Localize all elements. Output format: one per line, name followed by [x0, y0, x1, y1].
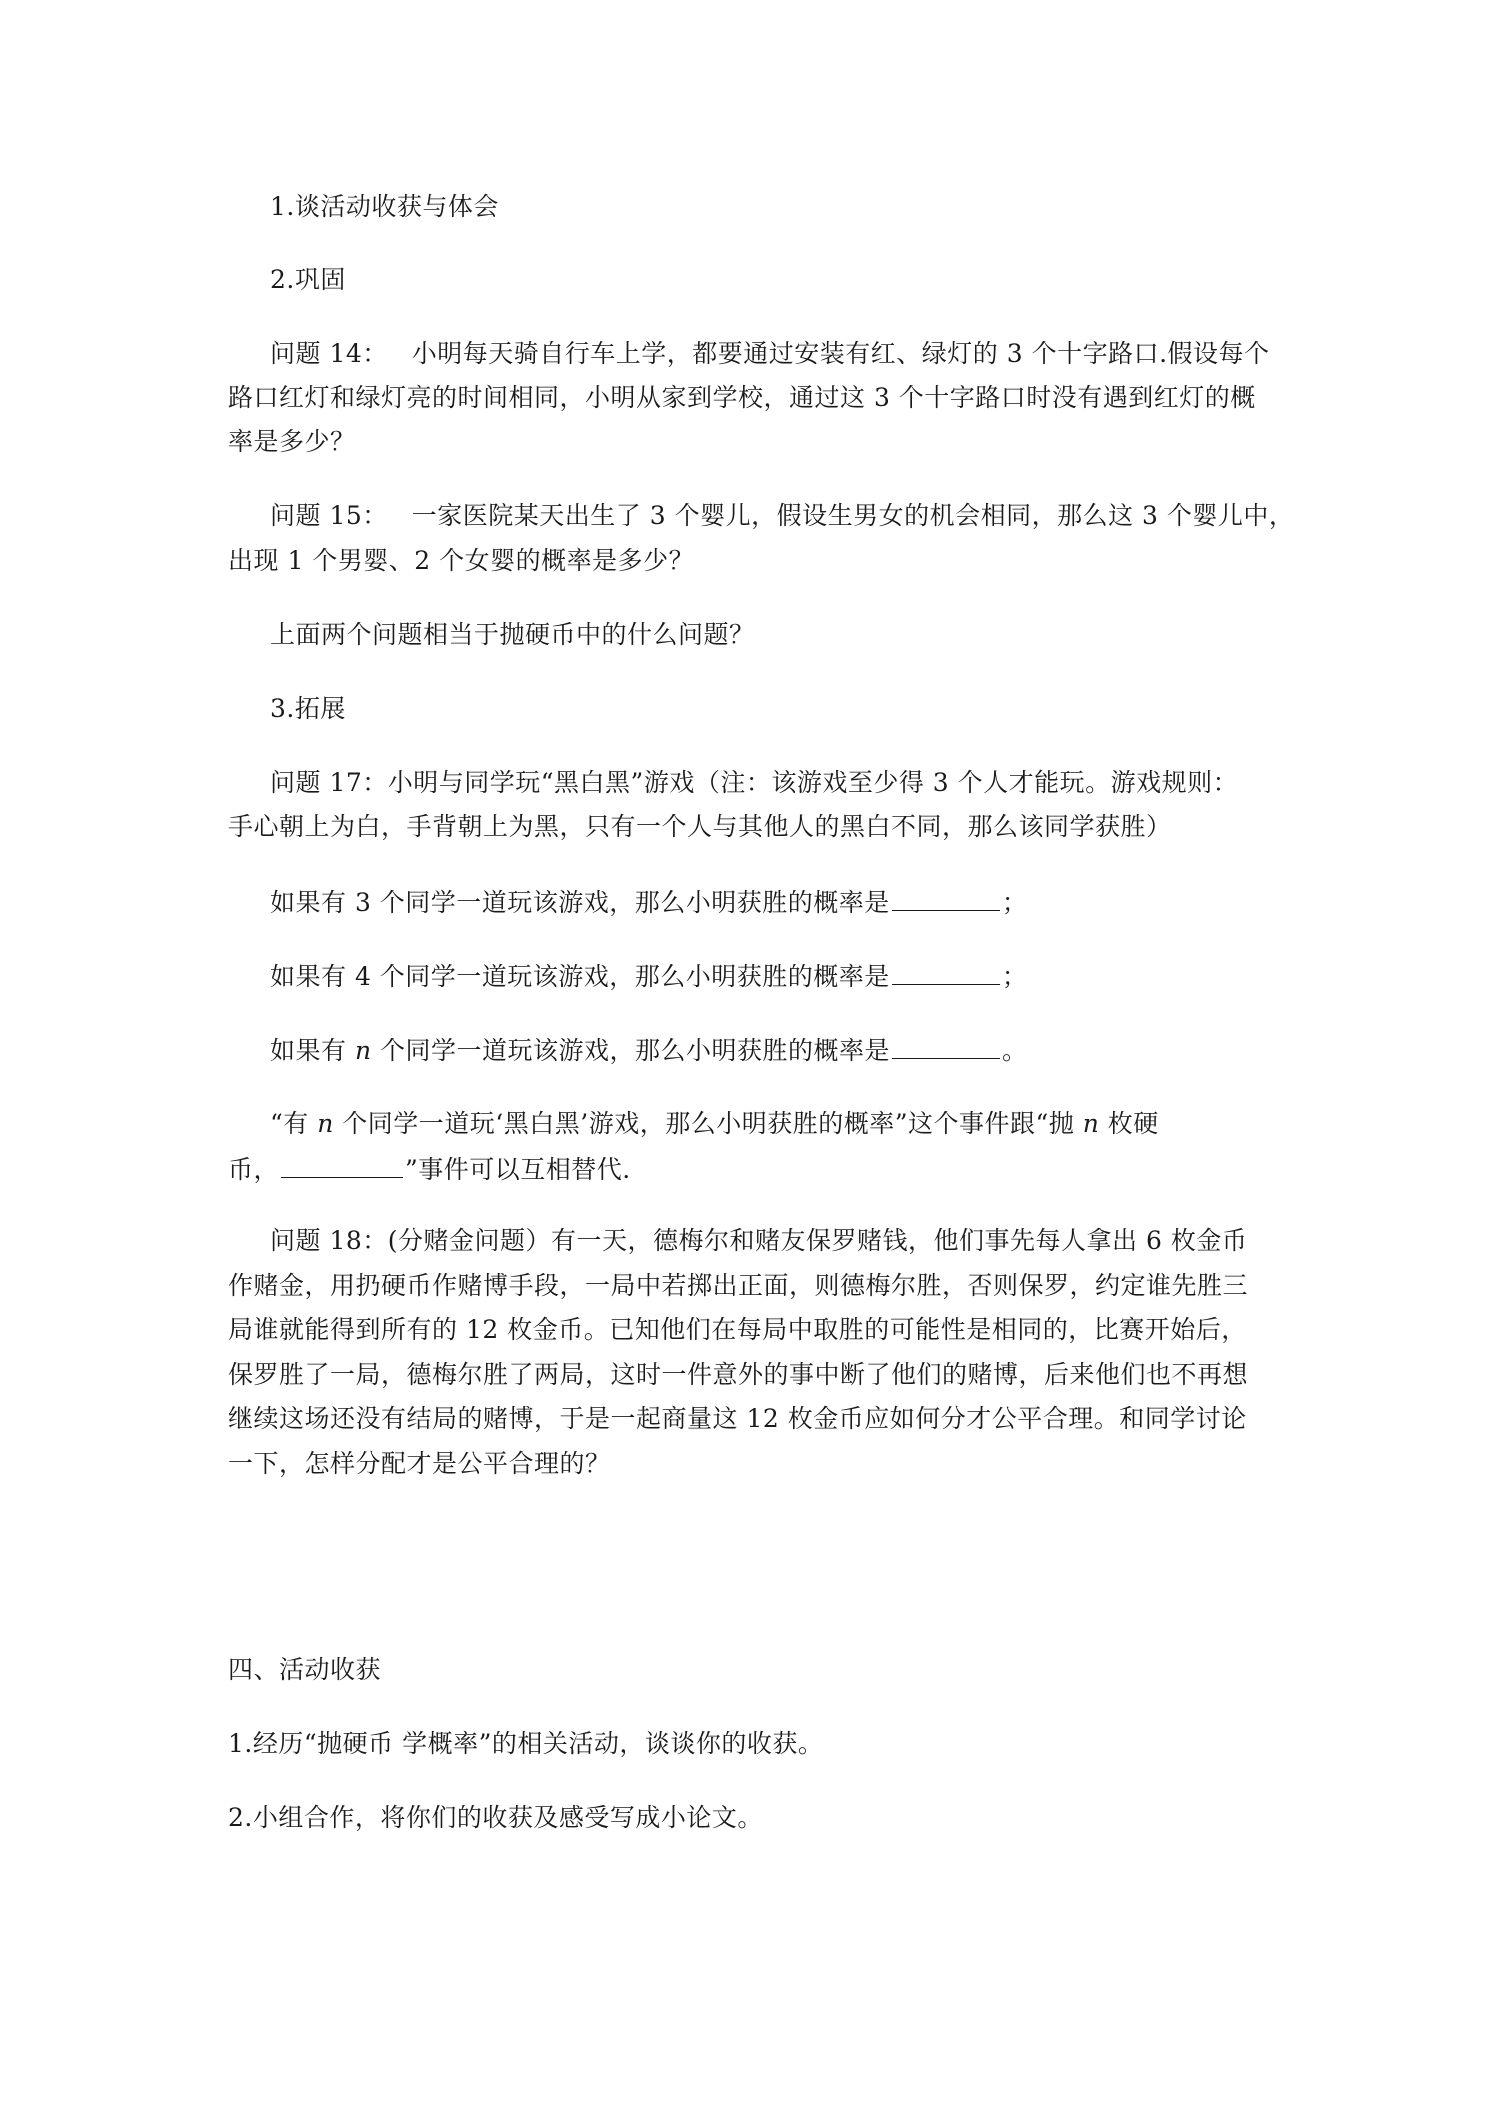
q14-line-2: 路口红灯和绿灯亮的时间相同，小明从家到学校，通过这 3 个十字路口时没有遇到红灯的概 — [228, 383, 1256, 412]
q18-line-2: 作赌金，用扔硬币作赌博手段，一局中若掷出正面，则德梅尔胜，否则保罗，约定谁先胜三 — [228, 1271, 1249, 1300]
q15-label: 问题 15： — [270, 501, 388, 530]
answer-blank-4[interactable] — [281, 1151, 403, 1178]
statement-b: 个同学一道玩‘黑白黑’游戏，那么小明获胜的概率”这个事件跟“抛 — [342, 1109, 1075, 1138]
q17-fill-2 — [270, 958, 1027, 994]
q18-line-6: 一下，怎样分配才是公平合理的？ — [228, 1449, 611, 1478]
variable-n: n — [1082, 1109, 1100, 1138]
q15-line-2: 出现 1 个男婴、2 个女婴的概率是多少？ — [228, 546, 695, 575]
q17-statement-line-1 — [270, 1107, 1159, 1141]
q17-fill-3-pre: 如果有 — [270, 1036, 347, 1065]
q15-line-1 — [270, 499, 1294, 533]
q17-line-1: 问题 17：小明与同学玩“黑白黑”游戏（注：该游戏至少得 3 个人才能玩。游戏规则： — [270, 768, 1239, 797]
q17-fill-2-end: ； — [1001, 962, 1028, 991]
q14-text-1: 小明每天骑自行车上学，都要通过安装有红、绿灯的 3 个十字路口.假设每个 — [411, 339, 1270, 368]
statement-line2-post: ”事件可以互相替代. — [405, 1155, 631, 1184]
q14-label: 问题 14： — [270, 339, 388, 368]
answer-blank-1[interactable] — [892, 884, 1000, 911]
statement-c: 枚硬 — [1107, 1109, 1159, 1138]
answer-blank-2[interactable] — [892, 958, 1000, 985]
q18-line-4: 保罗胜了一局，德梅尔胜了两局，这时一件意外的事中断了他们的赌博，后来他们也不再想 — [228, 1360, 1249, 1389]
statement-line2-pre: 币， — [228, 1155, 280, 1184]
q17-fill-3-text: 个同学一道玩该游戏，那么小明获胜的概率是 — [380, 1036, 891, 1065]
variable-n: n — [354, 1036, 372, 1065]
section-4-heading: 四、活动收获 — [228, 1655, 382, 1684]
q17-line-2: 手心朝上为白，手背朝上为黑，只有一个人与其他人的黑白不同，那么该同学获胜） — [228, 812, 1172, 841]
q17-fill-1-text: 如果有 3 个同学一道玩该游戏，那么小明获胜的概率是 — [270, 888, 890, 917]
q14-line-1 — [270, 337, 1270, 371]
q17-fill-3-end: 。 — [1002, 1036, 1028, 1065]
section-4-item-1: 1.经历“抛硬币 学概率”的相关活动，谈谈你的收获。 — [228, 1729, 824, 1758]
item-3-extend: 3.拓展 — [270, 694, 346, 723]
item-1-reflection: 1.谈活动收获与体会 — [270, 192, 499, 221]
q15-followup: 上面两个问题相当于抛硬币中的什么问题？ — [270, 620, 755, 649]
q18-line-3: 局谁就能得到所有的 12 枚金币。已知他们在每局中取胜的可能性是相同的，比赛开始后， — [228, 1315, 1247, 1344]
q17-statement-line-2 — [228, 1151, 631, 1187]
q14-line-3: 率是多少？ — [228, 427, 356, 456]
q17-fill-2-text: 如果有 4 个同学一道玩该游戏，那么小明获胜的概率是 — [270, 962, 890, 991]
q17-fill-1-end: ； — [1001, 888, 1028, 917]
q15-text-1: 一家医院某天出生了 3 个婴儿，假设生男女的机会相同，那么这 3 个婴儿中， — [411, 501, 1295, 530]
variable-n: n — [317, 1109, 334, 1138]
item-2-consolidate: 2.巩固 — [270, 265, 346, 294]
q18-line-1: 问题 18：(分赌金问题）有一天，德梅尔和赌友保罗赌钱，他们事先每人拿出 6 枚金币 — [270, 1226, 1248, 1255]
q17-fill-1 — [270, 884, 1027, 920]
section-4-item-2: 2.小组合作，将你们的收获及感受写成小论文。 — [228, 1803, 763, 1832]
q17-fill-3 — [270, 1032, 1028, 1068]
q18-line-5: 继续这场还没有结局的赌博，于是一起商量这 12 枚金币应如何分才公平合理。和同学讨论 — [228, 1404, 1247, 1433]
statement-a: “有 — [270, 1109, 309, 1138]
answer-blank-3[interactable] — [892, 1032, 1000, 1059]
